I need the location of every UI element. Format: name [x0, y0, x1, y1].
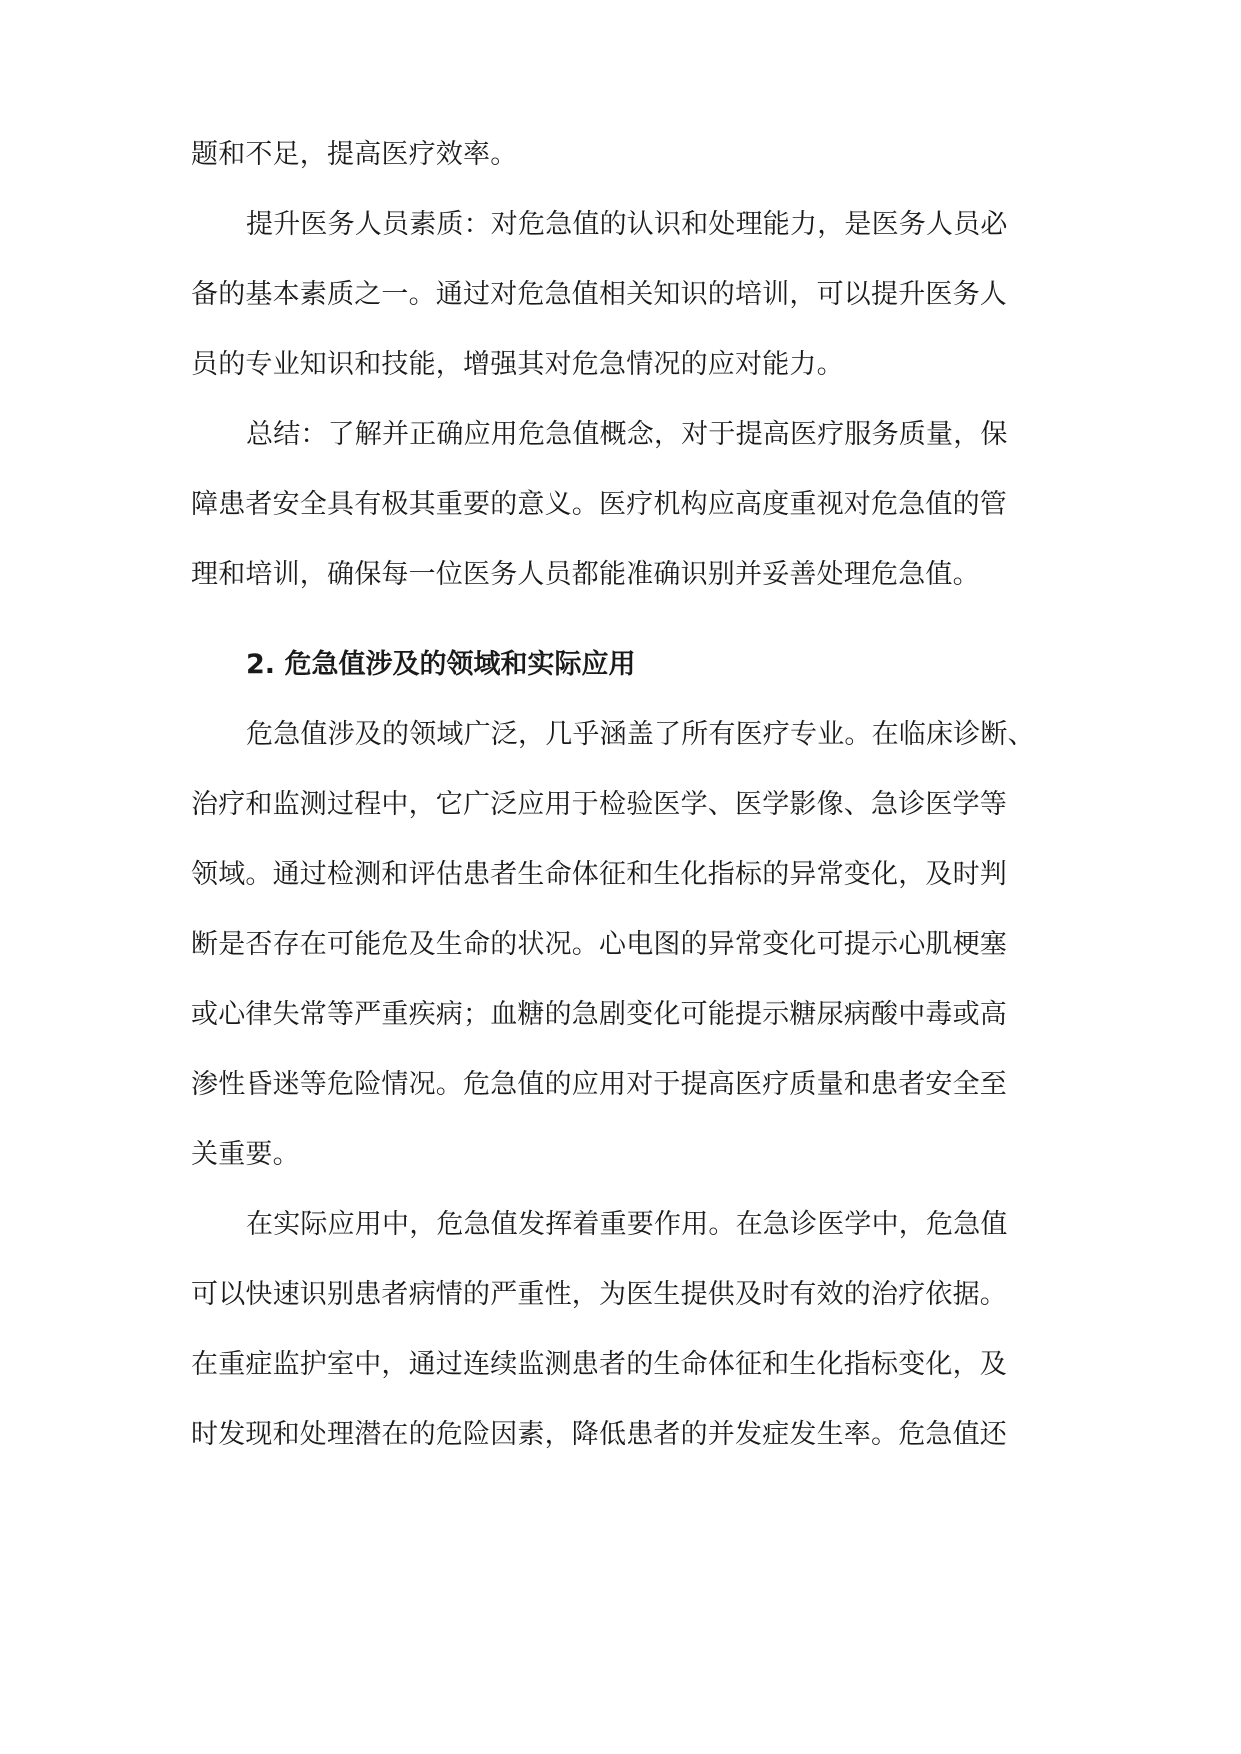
text-line: 理和培训，确保每一位医务人员都能准确识别并妥善处理危急值。 — [191, 559, 980, 590]
text-line: 时发现和处理潜在的危险因素，降低患者的并发症发生率。危急值还 — [191, 1419, 1007, 1450]
text-line: 关重要。 — [191, 1139, 300, 1170]
text-line: 员的专业知识和技能，增强其对危急情况的应对能力。 — [191, 349, 844, 380]
paragraph-first-line: 在实际应用中，危急值发挥着重要作用。在急诊医学中，危急值 — [246, 1209, 1008, 1240]
section-heading: 2. 危急值涉及的领域和实际应用 — [246, 649, 636, 680]
paragraph-first-line: 提升医务人员素质：对危急值的认识和处理能力，是医务人员必 — [246, 209, 1008, 240]
text-line: 在重症监护室中，通过连续监测患者的生命体征和生化指标变化，及 — [191, 1349, 1007, 1380]
text-line: 领域。通过检测和评估患者生命体征和生化指标的异常变化，及时判 — [191, 859, 1007, 890]
text-line: 障患者安全具有极其重要的意义。医疗机构应高度重视对危急值的管 — [191, 489, 1007, 520]
text-line: 可以快速识别患者病情的严重性，为医生提供及时有效的治疗依据。 — [191, 1279, 1007, 1310]
paragraph-first-line: 总结：了解并正确应用危急值概念，对于提高医疗服务质量，保 — [246, 419, 1008, 450]
text-line: 或心律失常等严重疾病；血糖的急剧变化可能提示糖尿病酸中毒或高 — [191, 999, 1007, 1030]
paragraph-first-line: 危急值涉及的领域广泛，几乎涵盖了所有医疗专业。在临床诊断、 — [246, 719, 1035, 750]
text-line: 题和不足，提高医疗效率。 — [191, 139, 518, 170]
text-line: 渗性昏迷等危险情况。危急值的应用对于提高医疗质量和患者安全至 — [191, 1069, 1007, 1100]
text-line: 治疗和监测过程中，它广泛应用于检验医学、医学影像、急诊医学等 — [191, 789, 1007, 820]
text-line: 断是否存在可能危及生命的状况。心电图的异常变化可提示心肌梗塞 — [191, 929, 1007, 960]
text-line: 备的基本素质之一。通过对危急值相关知识的培训，可以提升医务人 — [191, 279, 1007, 310]
